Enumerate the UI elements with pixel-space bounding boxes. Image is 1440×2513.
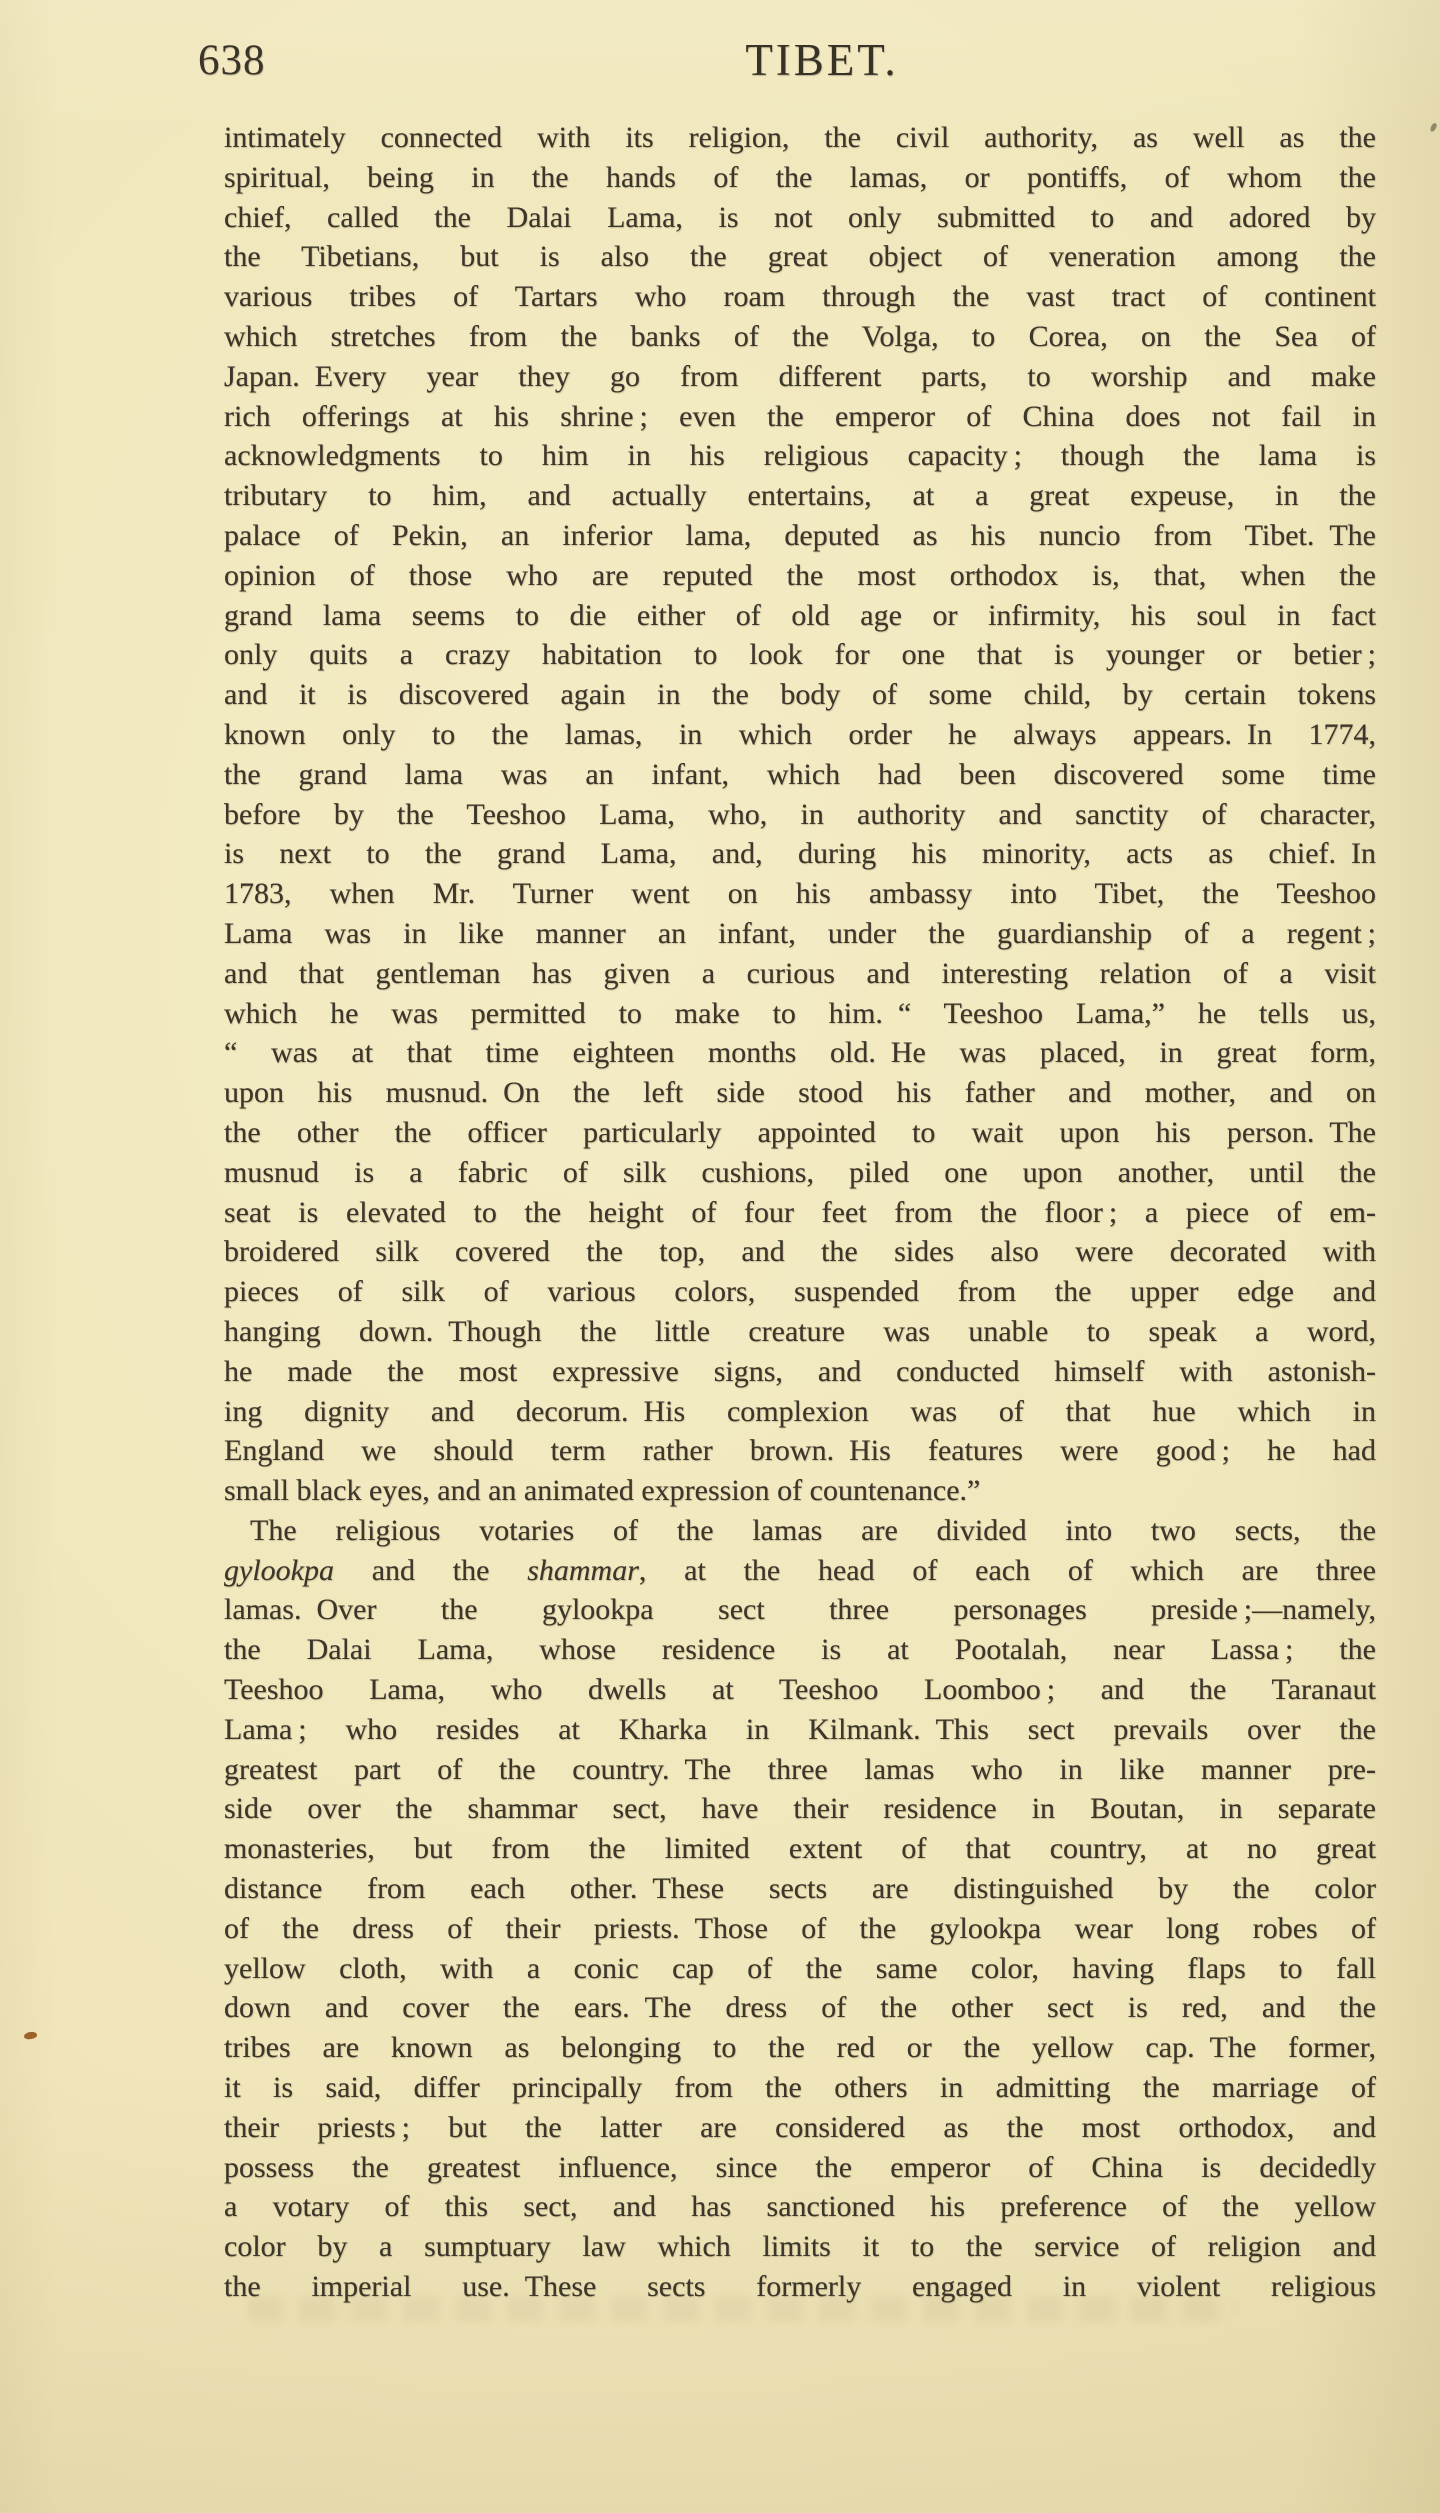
text-line: their priests ; but the latter are considered as the most orthodox, and bbox=[224, 2110, 1376, 2144]
text-line: seat is elevated to the height of four feet from the floor ; a piece of em- bbox=[224, 1195, 1376, 1229]
text-line: before by the Teeshoo Lama, who, in authority and sanctity of character, bbox=[224, 797, 1376, 831]
edge-speck bbox=[1429, 122, 1437, 132]
text-line: Lama ; who resides at Kharka in Kilmank. This sect prevails over the bbox=[224, 1712, 1376, 1746]
text-line: pieces of silk of various colors, suspended from the upper edge and bbox=[224, 1275, 1376, 1309]
text-line: Lama was in like manner an infant, under the guardianship of a regent ; bbox=[224, 916, 1376, 950]
text-line: hanging down. Though the little creature was unable to speak a word, bbox=[224, 1314, 1376, 1348]
text-line: Teeshoo Lama, who dwells at Teeshoo Loomboo ; and the Taranaut bbox=[224, 1673, 1376, 1707]
text-line: tribes are known as belonging to the red or the yellow cap. The former, bbox=[224, 2031, 1376, 2065]
ink-speck bbox=[24, 2031, 38, 2040]
text-line: of the dress of their priests. Those of the gylookpa wear long robes of bbox=[224, 1911, 1376, 1945]
text-line: spiritual, being in the hands of the lamas, or pontiffs, of whom the bbox=[224, 160, 1376, 194]
text-line: which he was permitted to make to him. “ Teeshoo Lama,” he tells us, bbox=[224, 996, 1376, 1030]
text-line: chief, called the Dalai Lama, is not only submitted to and adored by bbox=[224, 200, 1376, 234]
text-line: ing dignity and decorum. His complexion was of that hue which in bbox=[224, 1394, 1376, 1428]
text-line: down and cover the ears. The dress of the other sect is red, and the bbox=[224, 1991, 1376, 2025]
text-line bbox=[224, 1551, 1376, 1591]
text-line: monasteries, but from the limited extent of that country, at no great bbox=[224, 1832, 1376, 1866]
text-line: opinion of those who are reputed the most orthodox is, that, when the bbox=[224, 558, 1376, 592]
italic-term: gylookpa bbox=[224, 1553, 334, 1587]
text-segment: , at the head of each of which are three bbox=[638, 1553, 1376, 1587]
text-line: the Tibetians, but is also the great object of veneration among the bbox=[224, 240, 1376, 274]
text-line: small black eyes, and an animated expression of countenance.” bbox=[224, 1474, 981, 1508]
text-line: he made the most expressive signs, and conducted himself with astonish- bbox=[224, 1354, 1376, 1388]
text-line: a votary of this sect, and has sanctioned his preference of the yellow bbox=[224, 2190, 1376, 2224]
text-line: the other the officer particularly appointed to wait upon his person. The bbox=[224, 1115, 1376, 1149]
text-line: 1783, when Mr. Turner went on his ambassy into Tibet, the Teeshoo bbox=[224, 877, 1376, 911]
text-line: yellow cloth, with a conic cap of the same color, having flaps to fall bbox=[224, 1951, 1376, 1985]
page-header bbox=[0, 0, 1440, 100]
text-line: the Dalai Lama, whose residence is at Pootalah, near Lassa ; the bbox=[224, 1633, 1376, 1667]
text-line: The religious votaries of the lamas are divided into two sects, the bbox=[250, 1513, 1376, 1547]
text-line: rich offerings at his shrine ; even the emperor of China does not fail in bbox=[224, 399, 1376, 433]
text-line: greatest part of the country. The three lamas who in like manner pre- bbox=[224, 1752, 1376, 1786]
text-line: which stretches from the banks of the Volga, to Corea, on the Sea of bbox=[224, 319, 1376, 353]
show-through-smudge bbox=[248, 2296, 1238, 2322]
page-number: 638 bbox=[198, 37, 266, 84]
text-line: possess the greatest influence, since the emperor of China is decidedly bbox=[224, 2150, 1376, 2184]
text-line: and it is discovered again in the body of some child, by certain tokens bbox=[224, 678, 1376, 712]
text-line: broidered silk covered the top, and the sides also were decorated with bbox=[224, 1235, 1376, 1269]
text-line: acknowledgments to him in his religious capacity ; though the lama is bbox=[224, 439, 1376, 473]
text-line: tributary to him, and actually entertains, at a great expeuse, in the bbox=[224, 479, 1376, 513]
text-line: only quits a crazy habitation to look for one that is younger or betier ; bbox=[224, 638, 1376, 672]
text-line: intimately connected with its religion, the civil authority, as well as the bbox=[224, 121, 1376, 154]
text-line: color by a sumptuary law which limits it to the service of religion and bbox=[224, 2230, 1376, 2264]
running-title: TIBET. bbox=[745, 35, 899, 85]
text-line: palace of Pekin, an inferior lama, deputed as his nuncio from Tibet. The bbox=[224, 518, 1376, 552]
text-line: it is said, differ principally from the others in admitting the marriage of bbox=[224, 2071, 1376, 2105]
body-text bbox=[224, 118, 1376, 2307]
italic-term: shammar bbox=[527, 1553, 639, 1587]
text-line: distance from each other. These sects are distinguished by the color bbox=[224, 1872, 1376, 1906]
text-line: Japan. Every year they go from different parts, to worship and make bbox=[224, 359, 1376, 393]
text-line: known only to the lamas, in which order he always appears. In 1774, bbox=[224, 717, 1376, 751]
text-line: musnud is a fabric of silk cushions, piled one upon another, until the bbox=[224, 1155, 1376, 1189]
text-line: England we should term rather brown. His features were good ; he had bbox=[224, 1434, 1376, 1468]
text-line: side over the shammar sect, have their residence in Boutan, in separate bbox=[224, 1792, 1376, 1826]
text-line: and that gentleman has given a curious and interesting relation of a visit bbox=[224, 956, 1376, 990]
text-line: the imperial use. These sects formerly engaged in violent religious bbox=[224, 2270, 1376, 2304]
text-line: lamas. Over the gylookpa sect three personages preside ;—namely, bbox=[224, 1593, 1376, 1627]
text-line: the grand lama was an infant, which had been discovered some time bbox=[224, 757, 1376, 791]
text-line: “ was at that time eighteen months old. He was placed, in great form, bbox=[224, 1036, 1376, 1070]
text-segment: and the bbox=[333, 1553, 528, 1587]
text-line: various tribes of Tartars who roam through the vast tract of continent bbox=[224, 280, 1376, 314]
text-line: upon his musnud. On the left side stood his father and mother, and on bbox=[224, 1076, 1376, 1110]
text-line: is next to the grand Lama, and, during his minority, acts as chief. In bbox=[224, 837, 1376, 871]
text-line: grand lama seems to die either of old age or infirmity, his soul in fact bbox=[224, 598, 1376, 632]
